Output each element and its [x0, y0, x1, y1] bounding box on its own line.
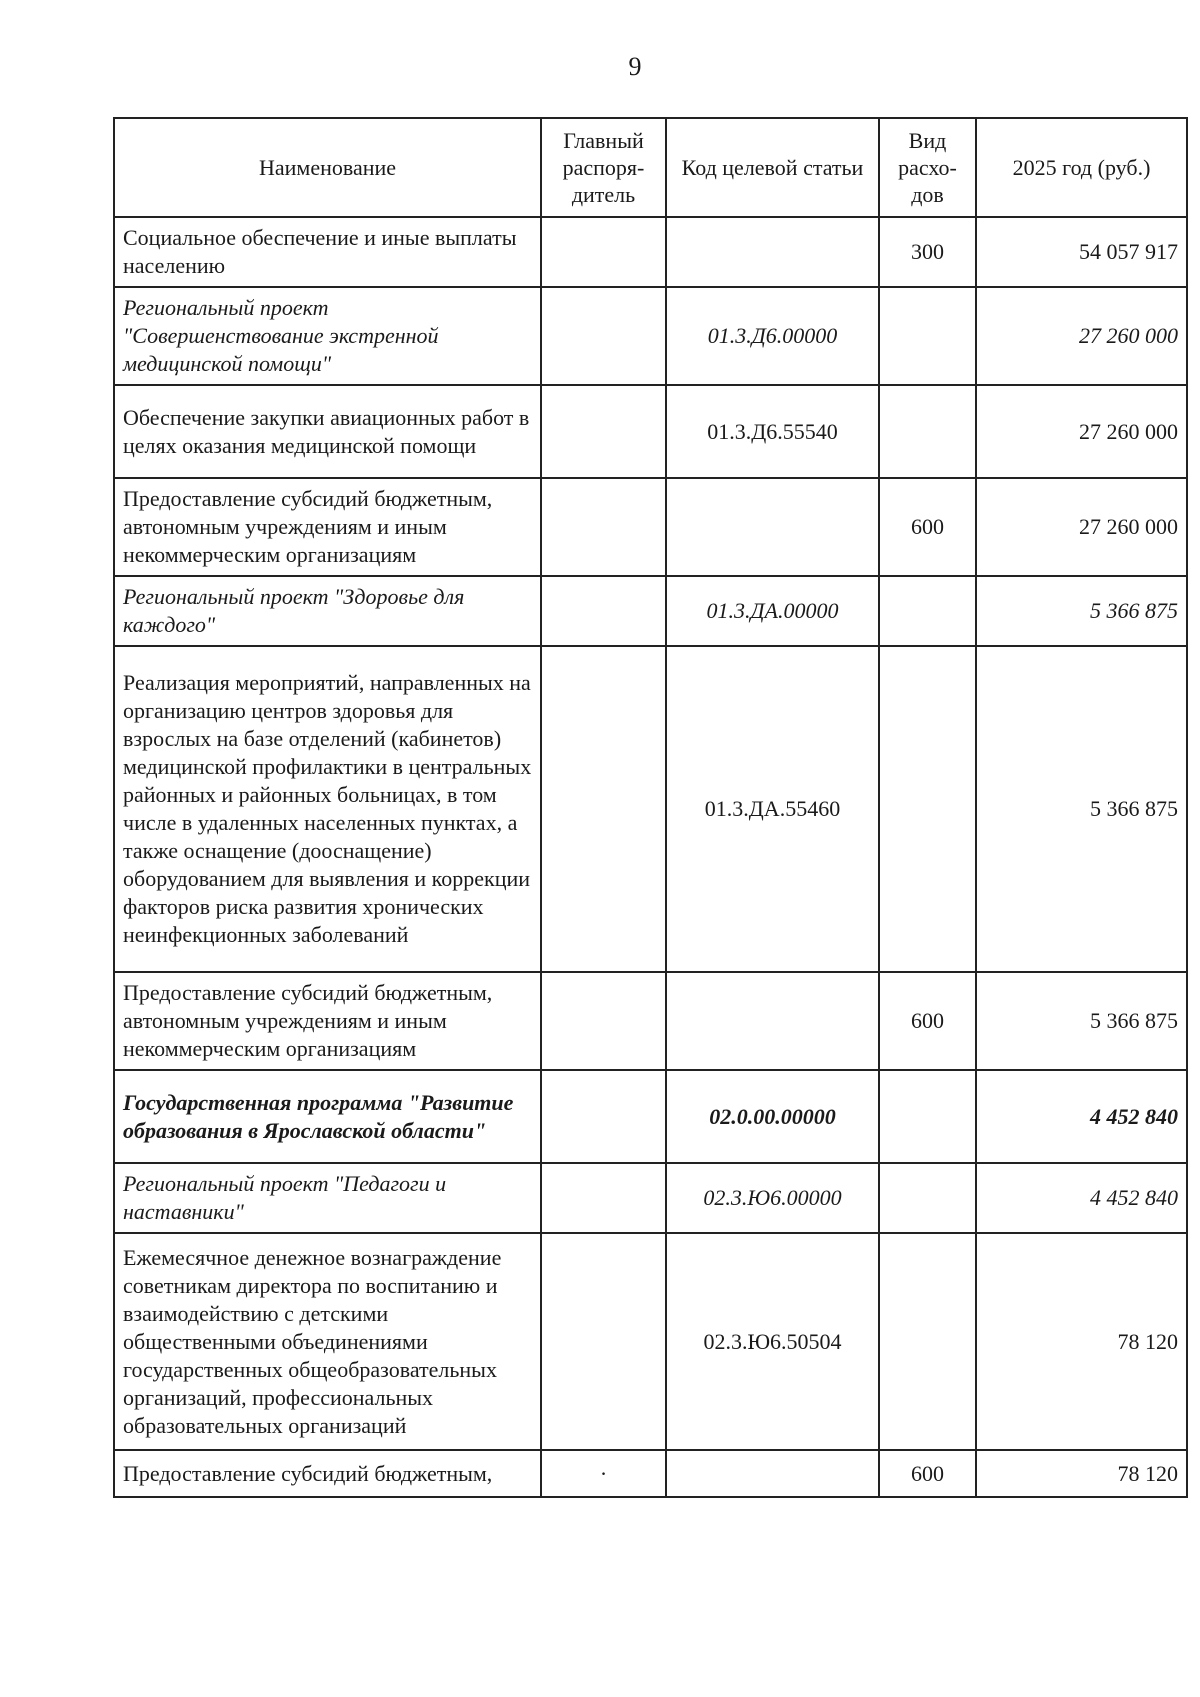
row-manager-cell [541, 646, 666, 972]
row-code-cell [666, 217, 879, 287]
row-type-cell: 600 [879, 478, 976, 576]
row-manager-cell [541, 1163, 666, 1233]
page-number: 9 [628, 52, 642, 81]
row-amount-cell: 78 120 [976, 1450, 1187, 1497]
row-name-cell: Предоставление субсидий бюджетным, автономным учреждениям и иным некоммерческим организациям [114, 478, 541, 576]
table-row [114, 576, 1187, 646]
budget-table [113, 117, 1188, 1498]
row-manager-cell [541, 1070, 666, 1163]
row-code-cell: 02.0.00.00000 [666, 1070, 879, 1163]
table-row [114, 646, 1187, 972]
row-name-cell: Обеспечение закупки авиационных работ в целях оказания медицинской помощи [114, 385, 541, 478]
row-amount-cell: 4 452 840 [976, 1163, 1187, 1233]
row-name-cell: Предоставление субсидий бюджетным, [114, 1450, 541, 1497]
row-code-cell: 01.3.ДА.55460 [666, 646, 879, 972]
table-row [114, 1163, 1187, 1233]
row-code-cell [666, 478, 879, 576]
row-type-cell: 600 [879, 1450, 976, 1497]
row-type-cell [879, 287, 976, 385]
row-manager-cell [541, 385, 666, 478]
row-type-cell [879, 646, 976, 972]
row-name-cell: Предоставление субсидий бюджетным, автономным учреждениям и иным некоммерческим организациям [114, 972, 541, 1070]
row-code-cell [666, 1450, 879, 1497]
table-row [114, 1070, 1187, 1163]
row-type-cell: 300 [879, 217, 976, 287]
table-row [114, 385, 1187, 478]
row-type-cell [879, 1070, 976, 1163]
row-name-cell: Региональный проект "Здоровье для каждого" [114, 576, 541, 646]
row-amount-cell: 54 057 917 [976, 217, 1187, 287]
row-code-cell: 02.3.Ю6.50504 [666, 1233, 879, 1450]
header-code: Код целевой статьи [666, 118, 879, 217]
row-type-cell [879, 1163, 976, 1233]
row-amount-cell: 5 366 875 [976, 972, 1187, 1070]
row-type-cell [879, 1233, 976, 1450]
table-row [114, 478, 1187, 576]
header-year: 2025 год (руб.) [976, 118, 1187, 217]
row-code-cell [666, 972, 879, 1070]
row-code-cell: 02.3.Ю6.00000 [666, 1163, 879, 1233]
row-type-cell: 600 [879, 972, 976, 1070]
table-row [114, 1450, 1187, 1497]
row-name-cell: Реализация мероприятий, направленных на организацию центров здоровья для взрослых на базе отделений (кабинетов) медицинской профилактики в центральных районных и районных больницах, в том числе в удаленных населенных пунктах, а также оснащение (дооснащение) оборудованием для выявления и коррекции факторов риска развития хронических неинфекционных заболеваний [114, 646, 541, 972]
row-manager-cell [541, 217, 666, 287]
row-manager-cell [541, 972, 666, 1070]
header-type: Вид расхо-дов [879, 118, 976, 217]
table-header-row [114, 118, 1187, 217]
row-code-cell: 01.3.Д6.55540 [666, 385, 879, 478]
row-manager-cell [541, 478, 666, 576]
row-name-cell: Социальное обеспечение и иные выплаты населению [114, 217, 541, 287]
row-manager-cell: · [541, 1450, 666, 1497]
row-amount-cell: 5 366 875 [976, 646, 1187, 972]
row-type-cell [879, 576, 976, 646]
row-amount-cell: 27 260 000 [976, 287, 1187, 385]
row-name-cell: Региональный проект "Совершенствование экстренной медицинской помощи" [114, 287, 541, 385]
row-amount-cell: 27 260 000 [976, 385, 1187, 478]
row-code-cell: 01.3.Д6.00000 [666, 287, 879, 385]
table-row [114, 287, 1187, 385]
row-name-cell: Региональный проект "Педагоги и наставники" [114, 1163, 541, 1233]
header-manager: Главный распоря-дитель [541, 118, 666, 217]
row-code-cell: 01.3.ДА.00000 [666, 576, 879, 646]
row-amount-cell: 4 452 840 [976, 1070, 1187, 1163]
table-row [114, 217, 1187, 287]
header-name: Наименование [114, 118, 541, 217]
row-manager-cell [541, 576, 666, 646]
row-manager-cell [541, 1233, 666, 1450]
row-amount-cell: 5 366 875 [976, 576, 1187, 646]
row-name-cell: Государственная программа "Развитие образования в Ярославской области" [114, 1070, 541, 1163]
row-manager-cell [541, 287, 666, 385]
row-name-cell: Ежемесячное денежное вознаграждение советникам директора по воспитанию и взаимодействию с детскими общественными объединениями государственных общеобразовательных организаций, профессиональных образовательных организаций [114, 1233, 541, 1450]
table-row [114, 972, 1187, 1070]
row-amount-cell: 27 260 000 [976, 478, 1187, 576]
row-amount-cell: 78 120 [976, 1233, 1187, 1450]
table-row [114, 1233, 1187, 1450]
row-type-cell [879, 385, 976, 478]
